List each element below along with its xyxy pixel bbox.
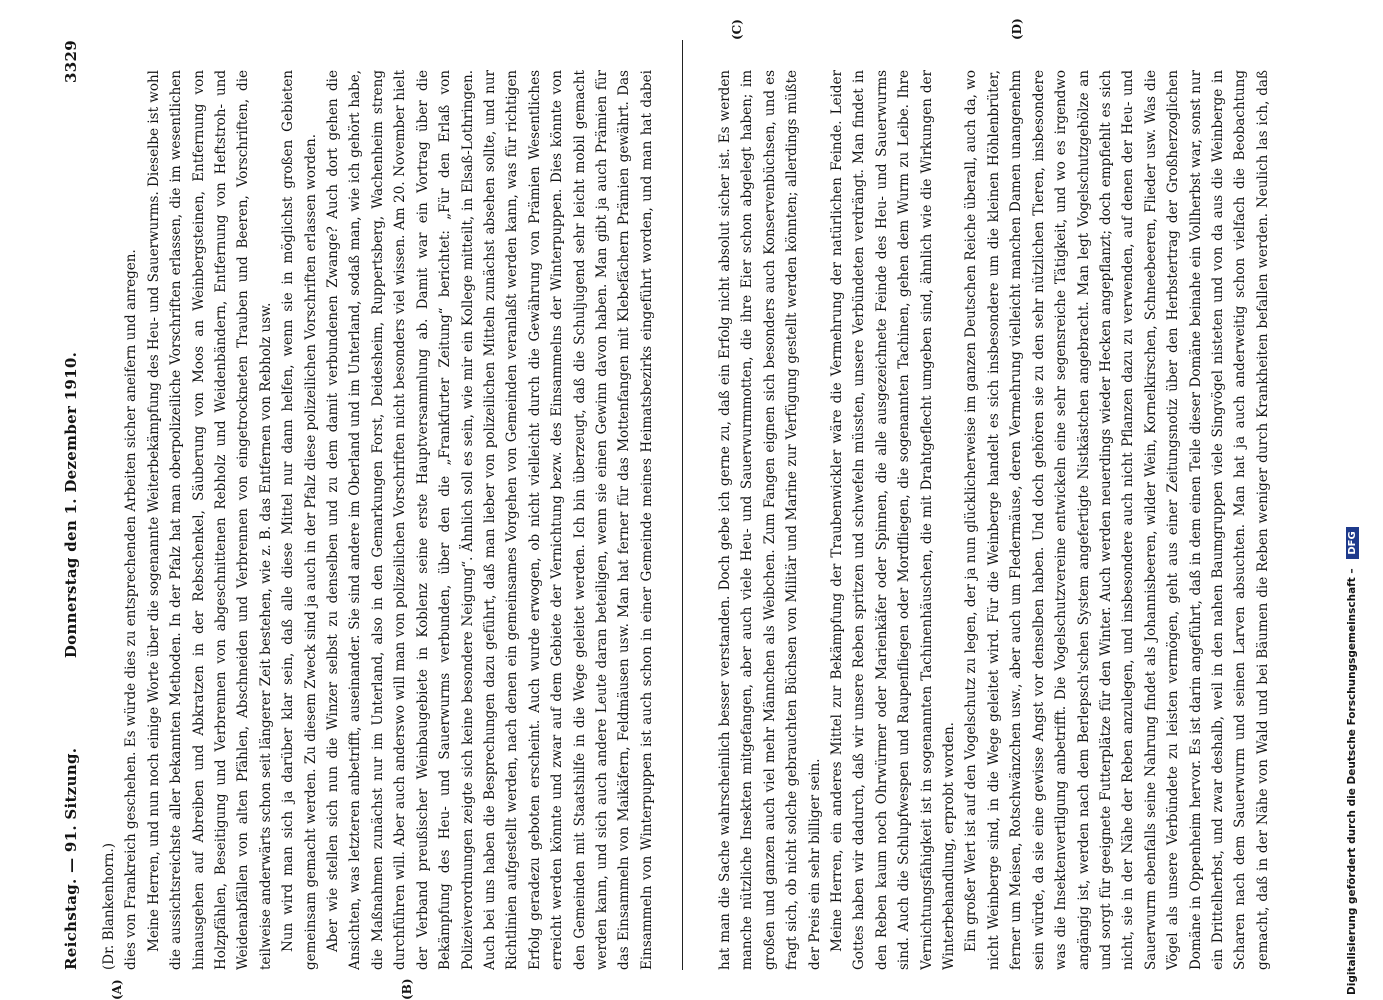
marker-c: (C) xyxy=(730,19,744,40)
page-number: 3329 xyxy=(62,40,80,83)
marker-b: (B) xyxy=(400,978,414,1000)
marker-a: (A) xyxy=(110,979,124,1000)
paragraph: Meine Herren, ein anderes Mittel zur Bekämpfung der Traubenwickler wäre die Vermehrung der natürlichen Feinde. Leider Gottes haben wir dadurch, daß wir unsere Reben spritzen und schwefeln müssten, unsere Verbündeten verdrängt. Man findet in den Reben kaum noch Ohrwürmer oder Marienkäfer oder Spinnen, die alle ausgezeichnete Feinde des Heu- und Sauerwurms sind. Auch die Schlupfwespen und Raupenfliegen oder Mordfliegen, die sogenannten Tachinen, gehen dem Wurm zu Leibe. Ihre Vernichtungsfähigkeit ist in sogenannten Tachinenhäuschen, die mit Drahtgeflecht umgeben sind, ähnlich wie die Wirkungen der Winterbehandlung, erprobt worden. xyxy=(829,70,958,970)
header-left: Reichstag. — 91. Sitzung. xyxy=(62,747,80,970)
header-date: Donnerstag den 1. Dezember 1910. xyxy=(62,351,80,659)
marker-d: (D) xyxy=(1010,18,1024,40)
column-left xyxy=(98,70,658,970)
paragraph: Ein großer Wert ist auf den Vogelschutz zu legen, der ja nun glücklicherweise im ganzen Deutschen Reiche überall, auch da, wo nicht Weinberge sind, in die Wege geleitet wird. Für die Weinberge handelt es sich insbesondere um die kleinen Höhlenbrüter, ferner um Meisen, Rotschwänzchen usw., aber auch um Fledermäuse, deren Vermehrung vielleicht manchen Damen unangenehm sein würde, da sie eine gewisse Angst vor denselben haben. Und doch gehören sie zu den sehr nützlichen Tieren, insbesondere was die Insektenvertilgung anbetrifft. Die Vogelschutzvereine entwickeln eine sehr segensreiche Tätigkeit, und wo es irgendwo angängig ist, werden nach dem Berlepsch'schen System angefertigte Nistkästchen angebracht. Man legt Vogelschutzgehölze an und sorgt für geeignete Futterplätze für den Winter. Auch werden neuerdings wieder Hecken angepflanzt; doch empfiehlt es sich nicht, sie in der Nähe der Reben anzulegen, und insbesondere auch nicht Pflanzen dazu zu verwenden, auf denen der Heu- und Sauerwurm ebenfalls seine Nahrung findet als Johannisbeeren, wilder Wein, Kornelkirschen, Schneebeeren, Flieder usw. Was die Vögel als unsere Verbündete zu leisten vermögen, geht aus einer Zeitungsnotiz über den Herbstertrag der Großherzoglichen Domäne in Oppenheim hervor. Es ist darin angeführt, daß in dem einen Teile dieser Domäne beinahe ein Vollherbst war, sonst nur ein Drittelherbst, und zwar deshalb, weil in den nahen Baumgruppen viele Singvögel nisteten und von da aus die Weinberge in Scharen nach dem Sauerwurm und seinen Larven absuchten. Man hat ja auch anderweitig schon vielfach die Beobachtung gemacht, daß in der Nähe von Wald und bei Bäumen die Reben weniger durch Krankheiten befallen werden. Neulich las ich, daß xyxy=(963,70,1271,970)
paragraph: Meine Herren, und nun noch einige Worte über die sogenannte Weiterbekämpfung des Heu- und Sauerwurms. Dieselbe ist wohl die aussichtsreichste aller bekannten Methoden. In der Pfalz hat man oberpolizeiliche Vorschriften erlassen, die im wesentlichen hinausgehen auf Abreiben und Abkratzen in der Rebschenkel, Säuberung von Moos an Weinbergsteinen, Entfernung von Holzpfählen, Beseitigung und Verbrennen von abgeschnittenen Rebholz und Weidenbändern, Entfernung von Heftstroh- und Weidenabfällen von alten Pfählen, Abschneiden und Verbrennen von eingetrockneten Trauben und Beeren, Vorschriften, die teilweise anderwärts schon seit längerer Zeit bestehen, wie z. B. das Entfernen von Rebholz usw. xyxy=(145,70,274,970)
paragraph: Nun wird man sich ja darüber klar sein, daß alle diese Mittel nur dann helfen, wenn sie in möglichst großen Gebieten gemeinsam gemacht werden. Zu diesem Zweck sind ja auch in der Pfalz diese polizeilichen Vorschriften erlassen worden. xyxy=(280,70,319,970)
attribution-strip xyxy=(1346,10,1370,995)
attribution-text: Digitalisierung gefördert durch die Deutsche Forschungsgemeinschaft – xyxy=(1346,568,1358,995)
newspaper-page xyxy=(50,18,1320,1000)
speaker-label: (Dr. Blankenhorn.) xyxy=(101,842,117,970)
paragraph: hat man die Sache wahrscheinlich besser verstanden. Doch gebe ich gerne zu, daß ein Erfolg nicht absolut sicher ist. Es werden manche nützliche Insekten mitgefangen, aber auch viele Heu- und Sauerwurmmotten, die ihre Eier schon abgelegt haben; im großen und ganzen auch viel mehr Männchen als Weibchen. Zum Fangen eignen sich besonders auch Konservenbüchsen, und es fragt sich, ob nicht solche gebrauchten Büchsen von Militär und Marine zur Verfügung gestellt werden könnten; allerdings müßte der Preis ein sehr billiger sein. xyxy=(717,70,823,970)
column-divider xyxy=(682,40,683,970)
paragraph: dies von Frankreich geschehen. Es würde dies zu entsprechenden Arbeiten sicher aneifern und anregen. xyxy=(123,249,140,970)
paragraph: Aber wie stellen sich nun die Winzer selbst zu denselben und zu dem damit verbundenen Zwange? Auch dort gehen die Ansichten, was letzteren anbetrifft, auseinander. Sie sind andere im Oberland und im Unterland, sodaß man, wie ich gehört habe, die Maßnahmen zunächst nur im Unterland, also in den Gemarkungen Forst, Deidesheim, Ruppertsberg, Wachenheim streng durchführen will. Aber auch anderswo will man von polizeilichen Vorschriften nicht besonders viel wissen. Am 20. November hielt der Verband preußischer Weinbaugebiete in Koblenz seine erste Hauptversammlung ab. Damit war ein Vortrag über die Bekämpfung des Heu- und Sauerwurms verbunden, über den die „Frankfurter Zeitung“ berichtet: „Für den Erlaß von Polizeiverordnungen zeigte sich keine besondere Neigung“. Ähnlich soll es sein, wie mir ein Kollege mitteilt, in Elsaß-Lothringen. Auch bei uns haben die Besprechungen dazu geführt, daß man lieber von polizeilichen Mitteln zunächst absehen sollte, und nur Richtlinien aufgestellt werden, nach denen ein gemeinsames Vorgehen von Gemeinden veranlaßt werden kann, was für richtigen Erfolg geradezu geboten erscheint. Auch wurde erwogen, ob nicht vielleicht durch die Gewährung von Prämien Wesentliches erreicht werden könnte und zwar auf dem Gebiete der Vernichtung bezw. des Einsammelns der Winterpuppen. Dies könnte von den Gemeinden mit Staatshilfe in die Wege geleitet werden. Ich bin überzeugt, daß die Schuljugend sehr leicht mobil gemacht werden kann, und sich auch andere Leute daran beteiligen, wenn sie einen Gewinn davon haben. Man gibt ja auch Prämien für das Einsammeln von Maikäfern, Feldmäusen usw. Man hat ferner für das Mottenfangen mit Klebefächern Prämien gewährt. Das Einsammeln von Winterpuppen ist auch schon in einer Gemeinde meines Heimatsbezirks eingeführt worden, und man hat dabei xyxy=(325,70,655,970)
dfg-logo: DFG xyxy=(1346,527,1359,558)
page-header xyxy=(50,40,88,970)
column-right xyxy=(714,70,1274,970)
